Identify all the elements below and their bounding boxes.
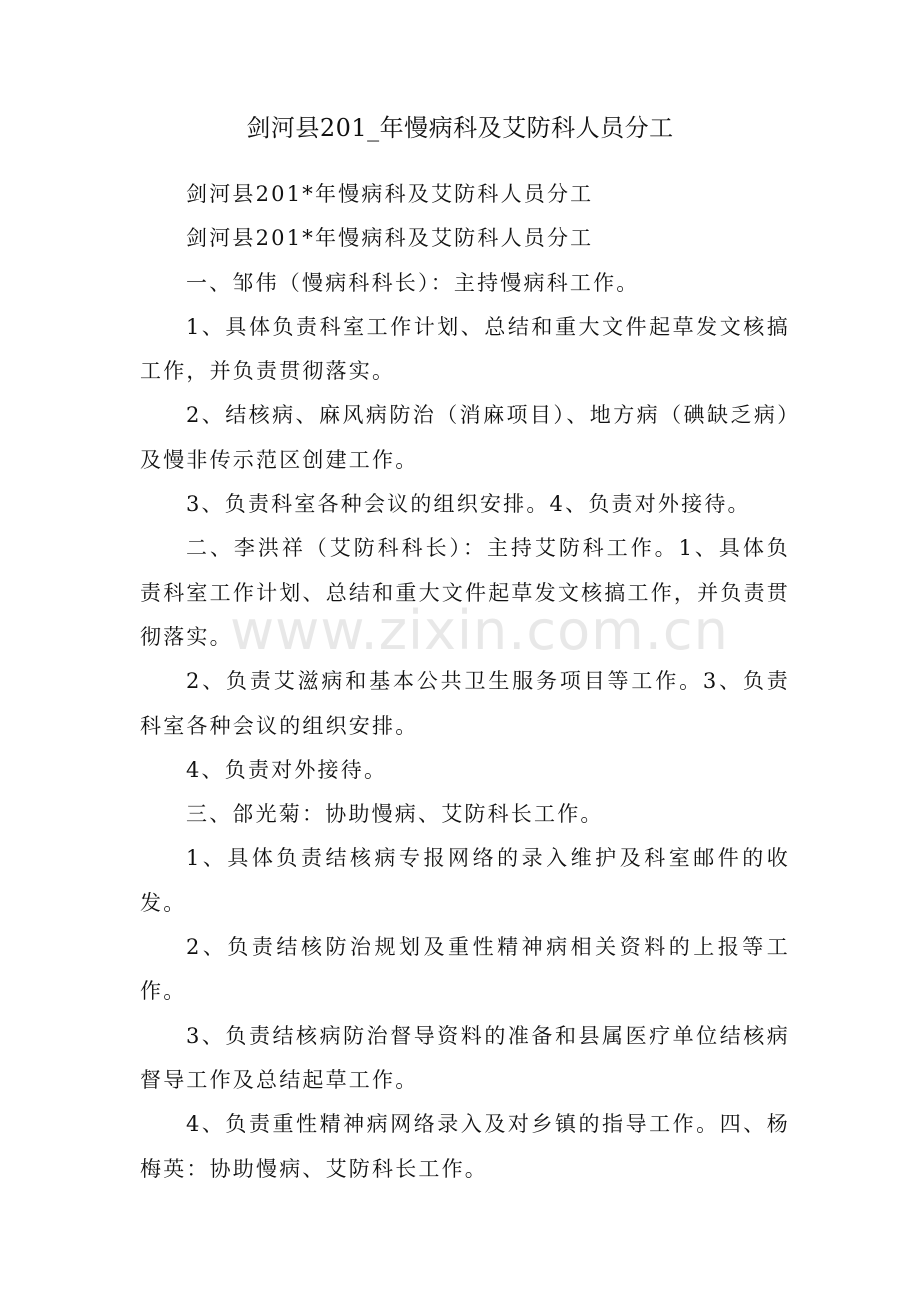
paragraph: 三、郃光菊：协助慢病、艾防科长工作。: [186, 802, 604, 827]
paragraph: 3、负责科室各种会议的组织安排。4、负责对外接待。: [186, 492, 751, 517]
paragraph: 1、具体负责科室工作计划、总结和重大文件起草发文核搞工作，并负责贯彻落实。: [140, 314, 790, 384]
paragraph: 二、李洪祥（艾防科科长）：主持艾防科工作。1、具体负责科室工作计划、总结和重大文件起草发文核搞工作，并负责贯彻落实。: [140, 536, 790, 649]
paragraph: 2、负责结核防治规划及重性精神病相关资料的上报等工作。: [140, 935, 790, 1004]
document-body: [140, 172, 790, 1191]
paragraph: 剑河县201*年慢病科及艾防科人员分工: [186, 226, 594, 251]
paragraph: 2、结核病、麻风病防治（消麻项目）、地方病（碘缺乏病）及慢非传示范区创建工作。: [140, 403, 790, 472]
paragraph: 剑河县201*年慢病科及艾防科人员分工: [186, 182, 594, 206]
paragraph: 3、负责结核病防治督导资料的准备和县属医疗单位结核病督导工作及总结起草工作。: [140, 1023, 790, 1092]
paragraph: 2、负责艾滋病和基本公共卫生服务项目等工作。3、负责科室各种会议的组织安排。: [140, 669, 790, 738]
paragraph: 4、负责重性精神病网络录入及对乡镇的指导工作。四、杨梅英：协助慢病、艾防科长工作。: [140, 1112, 790, 1181]
paragraph: 4、负责对外接待。: [186, 757, 388, 782]
document-title: 剑河县201_年慢病科及艾防科人员分工: [246, 114, 674, 142]
paragraph: 一、邹伟（慢病科科长）：主持慢病科工作。: [186, 270, 640, 295]
watermark: www.zixin.com.cn: [230, 599, 729, 662]
paragraph: 1、具体负责结核病专报网络的录入维护及科室邮件的收发。: [140, 846, 790, 915]
